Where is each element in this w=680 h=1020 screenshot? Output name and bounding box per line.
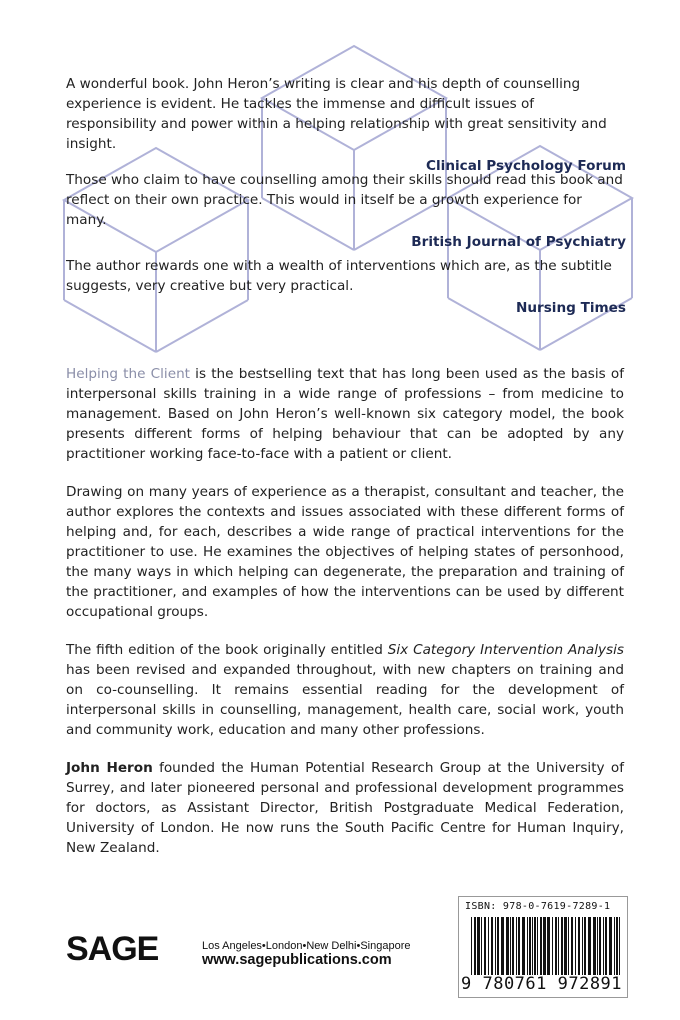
barcode-bar (558, 917, 559, 975)
barcode-bar (599, 917, 601, 975)
barcode-bar (603, 917, 604, 975)
author-bio (66, 758, 624, 858)
barcode-bar (534, 917, 536, 975)
barcode-bar (593, 917, 596, 975)
barcode-bar (501, 917, 504, 975)
barcode-bar (497, 917, 499, 975)
barcode-bar (532, 917, 533, 975)
barcode-bar (488, 917, 489, 975)
review-source: Clinical Psychology Forum (426, 158, 626, 174)
book-title: Helping the Client (66, 366, 191, 382)
review-1 (66, 74, 626, 174)
review-quote: The author rewards one with a wealth of interventions which are, as the subtitle suggests, very creative but very practical. (66, 258, 612, 294)
barcode-bar (571, 917, 573, 975)
barcode-bar (518, 917, 520, 975)
blurb-text: has been revised and expanded throughout, with new chapters on training and on co-counselling. It remains essential reading for the development of interpersonal skills in counselling, management, health care, social work, youth and community work, education and many other professions. (66, 662, 624, 738)
barcode-bar (537, 917, 538, 975)
review-quote: A wonderful book. John Heron’s writing is clear and his depth of counselling experience is evident. He tackles the immense and difficult issues of responsibility and power within a helping relationship with great sensitivity and insight. (66, 76, 607, 152)
review-2 (66, 170, 626, 250)
barcode-bar (510, 917, 511, 975)
former-title: Six Category Intervention Analysis (387, 642, 624, 658)
barcode-bar (575, 917, 576, 975)
barcode-bar (484, 917, 486, 975)
barcode-bar (619, 917, 620, 975)
barcode-bar (516, 917, 517, 975)
author-bio-text: founded the Human Potential Research Group at the University of Surrey, and later pioneered personal and professional development programmes for doctors, as Assistant Director, British Postgraduate Medical Federation, University of London. He now runs the South Pacific Centre for Human Inquiry, New Zealand. (66, 760, 624, 856)
barcode-bar (597, 917, 598, 975)
barcode-bar (582, 917, 583, 975)
barcode-bar (588, 917, 591, 975)
publisher-url: www.sagepublications.com (202, 952, 392, 968)
review-3 (66, 256, 626, 316)
barcode-bar (578, 917, 580, 975)
barcode-bar (564, 917, 567, 975)
blurb-paragraph-2: Drawing on many years of experience as a therapist, consultant and teacher, the author explores the contexts and issues associated with these different forms of helping and, for each, describes a wide range of practical interventions for the practitioner to use. He examines the objectives of helping states of personhood, the many ways in which helping can degenerate, the preparation and training of the practitioner, and examples of how the interventions can be used by different occupational groups. (66, 484, 624, 620)
barcode-bar (495, 917, 496, 975)
barcode-bar (491, 917, 493, 975)
blurb-paragraph-1 (66, 364, 624, 464)
isbn-label: ISBN: 978-0-7619-7289-1 (465, 901, 611, 912)
publisher-info (202, 940, 410, 968)
blurb-paragraph-3 (66, 640, 624, 740)
barcode-bar (614, 917, 615, 975)
barcode-bar (506, 917, 509, 975)
barcode-bar (584, 917, 586, 975)
blurb-text: The fifth edition of the book originally entitled (66, 642, 388, 658)
book-blurb (66, 364, 624, 876)
barcode-bar (527, 917, 528, 975)
barcode-bar (605, 917, 607, 975)
barcode-bar (555, 917, 557, 975)
barcode-bar (609, 917, 612, 975)
sage-logo: SAGE (66, 930, 159, 968)
blurb-text: is the bestselling text that has long been used as the basis of interpersonal skills training in a wide range of professions – from medicine to management. Based on John Heron’s well-known six category model, the book presents different forms of helping behaviour that can be adopted by any practitioner working face-to-face with a patient or client. (66, 366, 624, 462)
barcode-bar (543, 917, 546, 975)
barcode-bar (474, 917, 476, 975)
barcode-bar (552, 917, 553, 975)
publisher-cities: Los Angeles•London•New Delhi•Singapore (202, 940, 411, 952)
isbn-barcode (458, 896, 628, 998)
barcode-bar (561, 917, 563, 975)
barcode-bar (616, 917, 618, 975)
barcode-digits: 9 780761 972891 (461, 974, 623, 994)
barcode-bar (547, 917, 550, 975)
author-name: John Heron (66, 760, 153, 776)
barcode-bar (512, 917, 514, 975)
barcode-bar (471, 917, 472, 975)
barcode-bar (481, 917, 482, 975)
barcode-bar (522, 917, 525, 975)
review-source: Nursing Times (515, 300, 626, 316)
review-source: British Journal of Psychiatry (411, 234, 626, 250)
review-quote: Those who claim to have counselling among their skills should read this book and reflect on their own practice. This would in itself be a growth experience for many. (66, 172, 623, 228)
publisher-block (66, 930, 426, 970)
barcode-bar (568, 917, 569, 975)
barcode-bar (477, 917, 480, 975)
barcode-bar (529, 917, 531, 975)
barcode-bar (540, 917, 542, 975)
barcode-bars (471, 917, 621, 975)
